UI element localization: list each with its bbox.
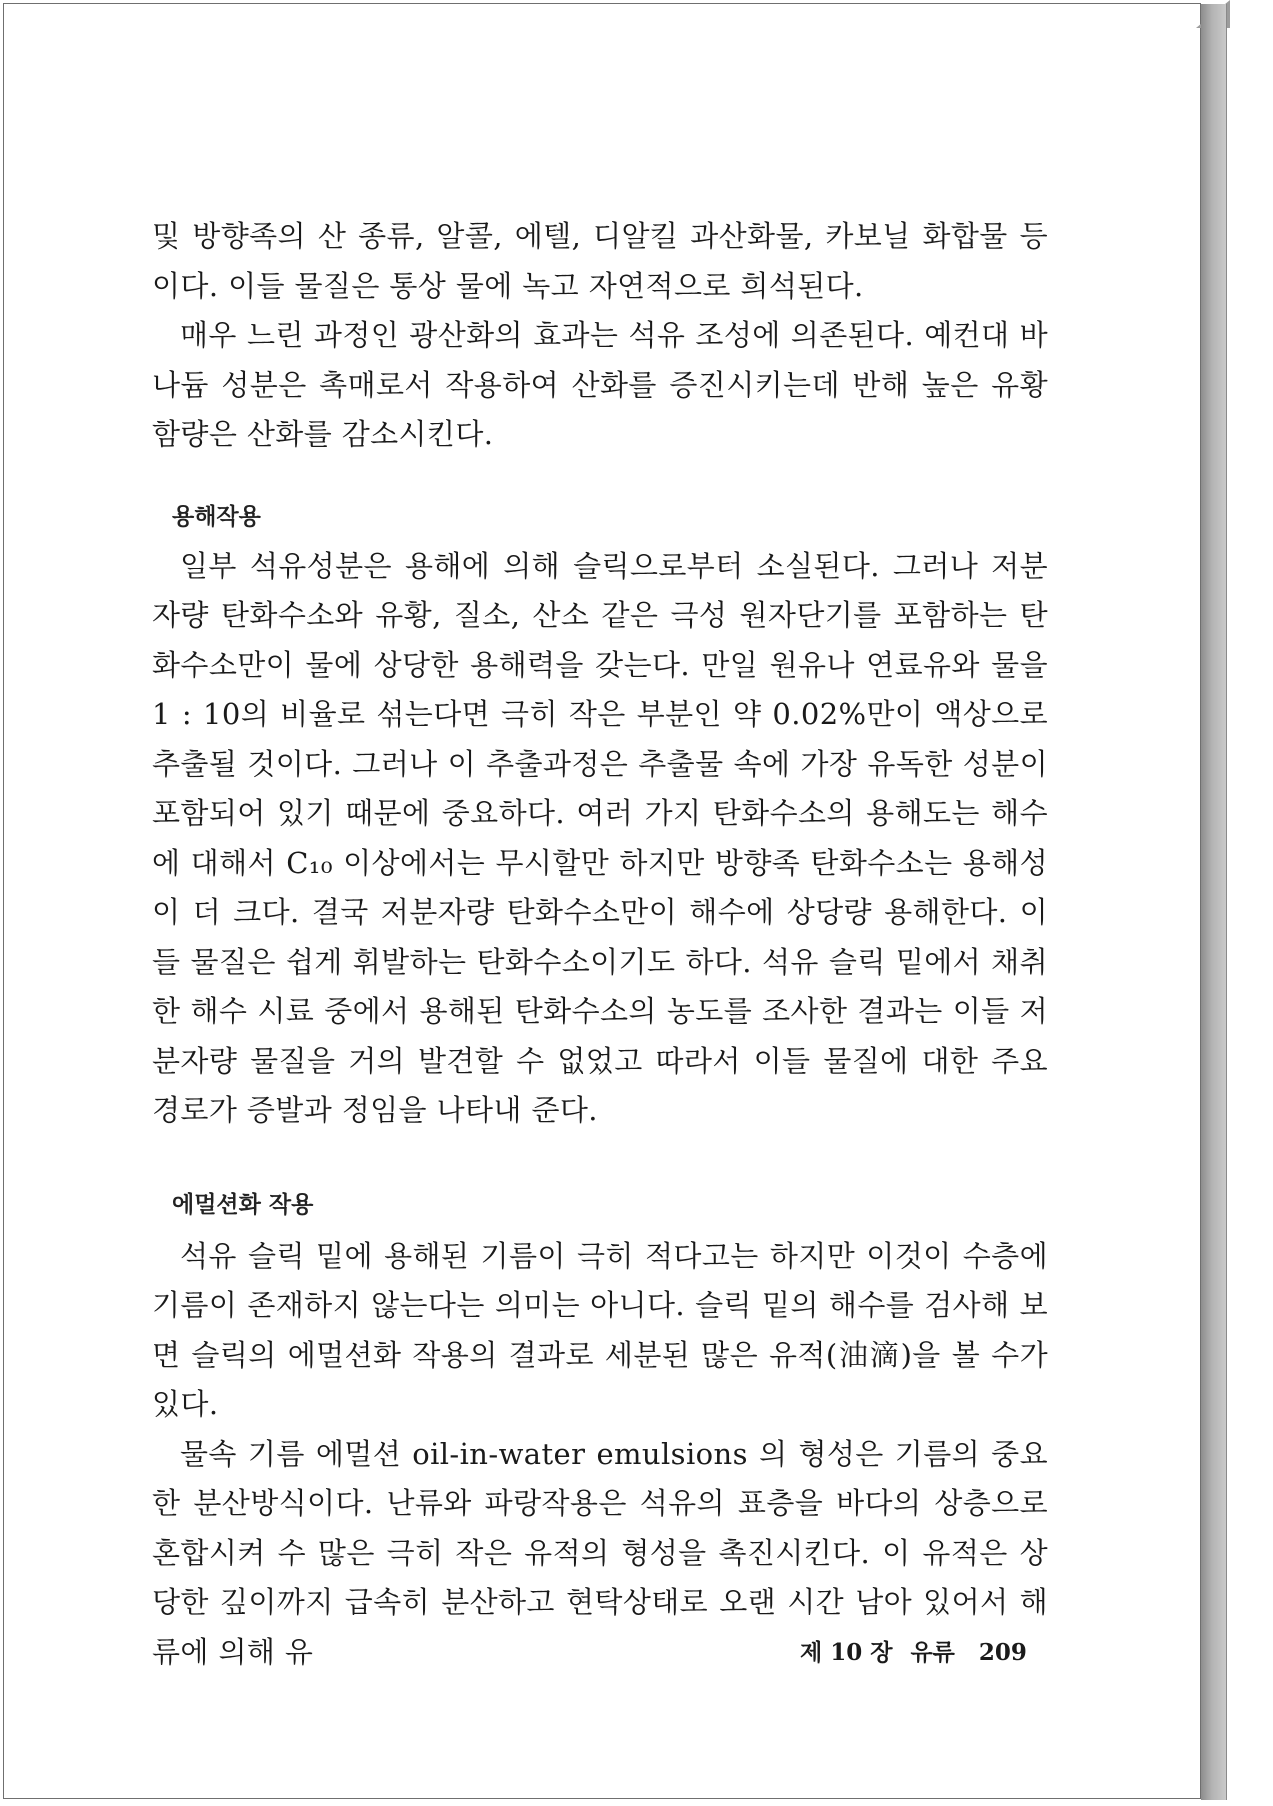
running-footer bbox=[800, 1634, 1027, 1667]
footer-chapter: 제 10 장 bbox=[800, 1639, 893, 1666]
page-number: 209 bbox=[978, 1639, 1027, 1666]
section-heading-emulsification: 에멀션화 작용 bbox=[172, 1191, 314, 1218]
paragraph-emulsification-2: 물속 기름 에멀션 oil-in-water emulsions 의 형성은 기름의 중요한 분산방식이다. 난류와 파랑작용은 석유의 표층을 바다의 상층으로 혼합시켜 수 많은 극히 작은 유적의 형성을 촉진시킨다. 이 유적은 상당한 깊이까지 급속히 분산하고 현탁상태로 오랜 시간 남아 있어서 해류에 의해 유 bbox=[152, 1436, 1048, 1669]
paragraph-top-2: 매우 느린 과정인 광산화의 효과는 석유 조성에 의존된다. 예컨대 바나듐 성분은 촉매로서 작용하여 산화를 증진시키는데 반해 높은 유황 함량은 산화를 감소시킨다. bbox=[152, 318, 1048, 451]
paragraph-emulsification-1: 석유 슬릭 밑에 용해된 기름이 극히 적다고는 하지만 이것이 수층에 기름이 존재하지 않는다는 의미는 아니다. 슬릭 밑의 해수를 검사해 보면 슬릭의 에멀션화 작용의 결과로 세분된 많은 유적(油滴)을 볼 수가 있다. bbox=[152, 1238, 1048, 1421]
section-heading-dissolution: 용해작용 bbox=[172, 503, 261, 530]
page-edge-shadow bbox=[1201, 4, 1227, 1800]
footer-chapter-title: 유류 bbox=[910, 1639, 955, 1666]
paragraph-dissolution: 일부 석유성분은 용해에 의해 슬릭으로부터 소실된다. 그러나 저분자량 탄화수소와 유황, 질소, 산소 같은 극성 원자단기를 포함하는 탄화수소만이 물에 상당한 용해력을 갖는다. 만일 원유나 연료유와 물을 1 : 10의 비율로 섞는다면 극히 작은 부분인 약 0.02%만이 액상으로 추출될 것이다. 그러나 이 추출과정은 추출물 속에 가장 유독한 성분이 포함되어 있기 때문에 중요하다. 여러 가지 탄화수소의 용해도는 해수에 대해서 C₁₀ 이상에서는 무시할만 하지만 방향족 탄화수소는 용해성이 더 크다. 결국 저분자량 탄화수소만이 해수에 상당량 용해한다. 이들 물질은 쉽게 휘발하는 탄화수소이기도 하다. 석유 슬릭 밑에서 채취한 해수 시료 중에서 용해된 탄화수소의 농도를 조사한 결과는 이들 저분자량 물질을 거의 발견할 수 없었고 따라서 이들 물질에 대한 주요 경로가 증발과 정임을 나타내 준다. bbox=[152, 548, 1048, 1127]
paragraph-top-1: 및 방향족의 산 종류, 알콜, 에텔, 디알킬 과산화물, 카보닐 화합물 등이다. 이들 물질은 통상 물에 녹고 자연적으로 희석된다. bbox=[152, 219, 1048, 303]
page-body bbox=[152, 212, 1048, 1677]
